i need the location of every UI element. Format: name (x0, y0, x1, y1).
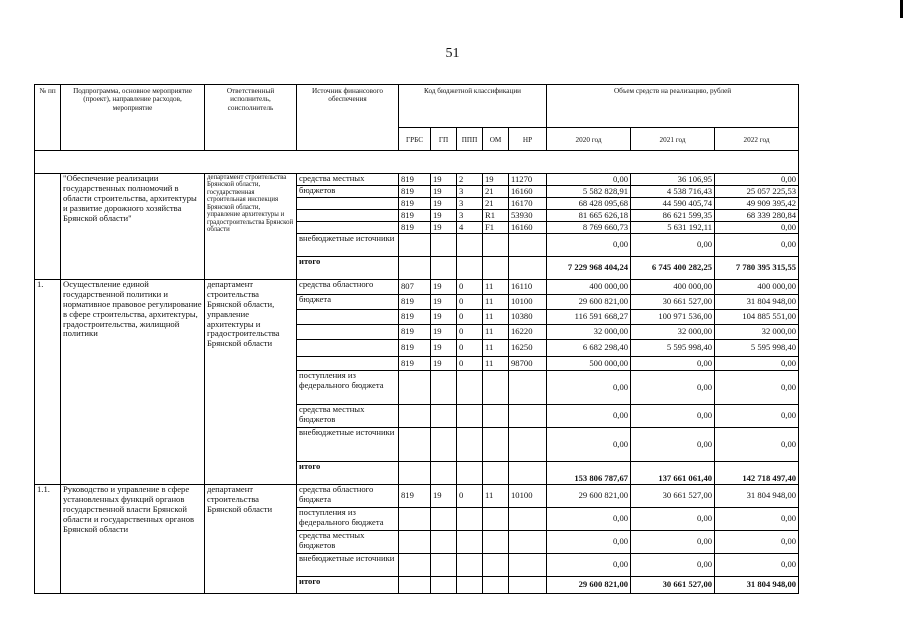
source-label: средства местных бюджетов (297, 531, 399, 554)
source-label (297, 357, 399, 371)
code-nr: 16110 (509, 280, 547, 295)
total-2020: 29 600 821,00 (547, 577, 631, 594)
responsible-text: департамент строительства Брянской области, управление архитектуры и градостроительства Брянской области (205, 280, 297, 485)
source-label: внебюджетные источники (297, 234, 399, 257)
responsible-text: департамент строительства Брянской области, государственная строительная инспекция Брянской области, управление архитектуры и градостроительства Брянской области (205, 174, 297, 280)
total-2022: 31 804 948,00 (715, 577, 799, 594)
code-grbs: 819 (399, 210, 431, 222)
code-nr: 53930 (509, 210, 547, 222)
total-2022: 142 718 497,40 (715, 462, 799, 485)
header-num: № пп (35, 85, 61, 151)
source-label: поступления из федерального бюджета (297, 508, 399, 531)
source-label: поступления из федерального бюджета (297, 371, 399, 405)
value-2020: 8 769 660,73 (547, 222, 631, 234)
source-label (297, 198, 399, 210)
source-label: бюджета (297, 295, 399, 310)
code-nr: 16250 (509, 340, 547, 357)
value-2021: 0,00 (631, 357, 715, 371)
table-row (35, 485, 799, 508)
source-label (297, 222, 399, 234)
code-ppp: 3 (457, 210, 483, 222)
code-gp: 19 (431, 174, 457, 186)
value-2022: 25 057 225,53 (715, 186, 799, 198)
page-number: 51 (445, 46, 460, 61)
code-grbs: 819 (399, 340, 431, 357)
table-row (35, 174, 799, 186)
code-om: 19 (483, 174, 509, 186)
header-gp: ГП (431, 128, 457, 151)
code-nr: 10100 (509, 295, 547, 310)
code-nr: 16170 (509, 198, 547, 210)
value-2020: 0,00 (547, 371, 631, 405)
source-label: средства местных (297, 174, 399, 186)
value-2022: 68 339 280,84 (715, 210, 799, 222)
code-gp: 19 (431, 340, 457, 357)
budget-table (34, 84, 799, 594)
code-ppp: 0 (457, 340, 483, 357)
value-2021: 36 106,95 (631, 174, 715, 186)
value-2020: 29 600 821,00 (547, 295, 631, 310)
code-gp: 19 (431, 222, 457, 234)
value-2021: 30 661 527,00 (631, 485, 715, 508)
code-nr: 10100 (509, 485, 547, 508)
header-year-2022: 2022 год (715, 128, 799, 151)
source-label (297, 325, 399, 340)
code-grbs: 819 (399, 295, 431, 310)
header-volume: Объем средств на реализацию, рублей (547, 85, 799, 128)
value-2021: 44 590 405,74 (631, 198, 715, 210)
total-2020: 7 229 968 404,24 (547, 257, 631, 280)
code-ppp: 2 (457, 174, 483, 186)
code-ppp: 0 (457, 325, 483, 340)
value-2021: 0,00 (631, 428, 715, 462)
value-2021: 30 661 527,00 (631, 295, 715, 310)
row-num (35, 174, 61, 280)
code-om: 11 (483, 310, 509, 325)
header-year-2020: 2020 год (547, 128, 631, 151)
value-2020: 5 582 828,91 (547, 186, 631, 198)
code-om: 11 (483, 357, 509, 371)
row-num: 1. (35, 280, 61, 485)
value-2021: 0,00 (631, 371, 715, 405)
value-2020: 81 665 626,18 (547, 210, 631, 222)
header-responsible: Ответственный исполнитель, соисполнитель (205, 85, 297, 151)
code-gp: 19 (431, 325, 457, 340)
value-2022: 0,00 (715, 428, 799, 462)
code-ppp: 0 (457, 280, 483, 295)
page-edge-mark (900, 0, 903, 18)
code-om: 21 (483, 198, 509, 210)
program-name: Осуществление единой государственной политики и нормативное правовое регулирование в сфере строительства, архитектуры, градостроительства, жилищной политики (61, 280, 205, 485)
total-2022: 7 780 395 315,55 (715, 257, 799, 280)
code-grbs: 819 (399, 198, 431, 210)
code-om: 11 (483, 295, 509, 310)
code-gp: 19 (431, 295, 457, 310)
value-2022: 32 000,00 (715, 325, 799, 340)
source-label (297, 310, 399, 325)
source-label (297, 340, 399, 357)
table-row (35, 280, 799, 295)
total-label: итого (297, 257, 399, 280)
code-ppp: 3 (457, 198, 483, 210)
value-2020: 29 600 821,00 (547, 485, 631, 508)
header-program: Подпрограмма, основное мероприятие (проект), направление расходов, мероприятие (61, 85, 205, 151)
value-2022: 31 804 948,00 (715, 485, 799, 508)
code-nr: 11270 (509, 174, 547, 186)
value-2022: 104 885 551,00 (715, 310, 799, 325)
code-om: 21 (483, 186, 509, 198)
value-2022: 0,00 (715, 405, 799, 428)
value-2022: 400 000,00 (715, 280, 799, 295)
code-gp: 19 (431, 280, 457, 295)
source-label: средства областного бюджета (297, 485, 399, 508)
header-ppp: ППП (457, 128, 483, 151)
value-2022: 0,00 (715, 508, 799, 531)
code-nr: 16220 (509, 325, 547, 340)
code-grbs: 819 (399, 174, 431, 186)
value-2021: 5 631 192,11 (631, 222, 715, 234)
source-label: внебюджетные источники (297, 428, 399, 462)
code-om: F1 (483, 222, 509, 234)
value-2022: 0,00 (715, 174, 799, 186)
source-label: бюджетов (297, 186, 399, 198)
value-2022: 0,00 (715, 554, 799, 577)
code-om: R1 (483, 210, 509, 222)
value-2021: 5 595 998,40 (631, 340, 715, 357)
value-2022: 0,00 (715, 357, 799, 371)
code-ppp: 0 (457, 310, 483, 325)
code-ppp: 0 (457, 295, 483, 310)
code-om: 11 (483, 325, 509, 340)
code-gp: 19 (431, 198, 457, 210)
code-nr: 10380 (509, 310, 547, 325)
value-2020: 0,00 (547, 554, 631, 577)
code-ppp: 0 (457, 485, 483, 508)
header-om: ОМ (483, 128, 509, 151)
code-ppp: 4 (457, 222, 483, 234)
code-grbs: 819 (399, 310, 431, 325)
code-gp: 19 (431, 485, 457, 508)
code-om: 11 (483, 485, 509, 508)
value-2020: 6 682 298,40 (547, 340, 631, 357)
header-grbs: ГРБС (399, 128, 431, 151)
code-gp: 19 (431, 186, 457, 198)
program-name: Руководство и управление в сфере установленных функций органов государственной власти Брянской области и государственных органов Брянской области (61, 485, 205, 594)
total-2021: 6 745 400 282,25 (631, 257, 715, 280)
code-grbs: 819 (399, 357, 431, 371)
value-2021: 0,00 (631, 531, 715, 554)
value-2021: 100 971 536,00 (631, 310, 715, 325)
code-gp: 19 (431, 210, 457, 222)
value-2021: 86 621 599,35 (631, 210, 715, 222)
value-2022: 0,00 (715, 371, 799, 405)
code-nr: 16160 (509, 186, 547, 198)
code-nr: 98700 (509, 357, 547, 371)
value-2021: 4 538 716,43 (631, 186, 715, 198)
value-2021: 0,00 (631, 508, 715, 531)
code-nr: 16160 (509, 222, 547, 234)
source-label: внебюджетные источники (297, 554, 399, 577)
value-2020: 0,00 (547, 405, 631, 428)
row-num: 1.1. (35, 485, 61, 594)
value-2020: 32 000,00 (547, 325, 631, 340)
code-grbs: 807 (399, 280, 431, 295)
total-label: итого (297, 577, 399, 594)
total-2021: 137 661 061,40 (631, 462, 715, 485)
value-2020: 0,00 (547, 428, 631, 462)
header-nr: НР (509, 128, 547, 151)
value-2022: 0,00 (715, 531, 799, 554)
value-2021: 0,00 (631, 234, 715, 257)
value-2020: 68 428 095,68 (547, 198, 631, 210)
value-2021: 0,00 (631, 405, 715, 428)
code-gp: 19 (431, 310, 457, 325)
value-2020: 400 000,00 (547, 280, 631, 295)
value-2022: 5 595 998,40 (715, 340, 799, 357)
value-2021: 32 000,00 (631, 325, 715, 340)
value-2020: 0,00 (547, 174, 631, 186)
value-2022: 31 804 948,00 (715, 295, 799, 310)
code-grbs: 819 (399, 485, 431, 508)
header-code: Код бюджетной классификации (399, 85, 547, 128)
total-label: итого (297, 462, 399, 485)
value-2021: 400 000,00 (631, 280, 715, 295)
source-label: средства местных бюджетов (297, 405, 399, 428)
code-gp: 19 (431, 357, 457, 371)
code-ppp: 0 (457, 357, 483, 371)
value-2022: 0,00 (715, 222, 799, 234)
value-2022: 49 909 395,42 (715, 198, 799, 210)
source-label (297, 210, 399, 222)
value-2020: 0,00 (547, 508, 631, 531)
header-source: Источник финансового обеспечения (297, 85, 399, 151)
value-2021: 0,00 (631, 554, 715, 577)
code-grbs: 819 (399, 325, 431, 340)
value-2022: 0,00 (715, 234, 799, 257)
program-name: "Обеспечение реализации государственных полномочий в области строительства, архитектуры и развитие дорожного хозяйства Брянской области" (61, 174, 205, 280)
code-grbs: 819 (399, 186, 431, 198)
value-2020: 0,00 (547, 234, 631, 257)
code-grbs: 819 (399, 222, 431, 234)
source-label: средства областного (297, 280, 399, 295)
header-year-2021: 2021 год (631, 128, 715, 151)
code-ppp: 3 (457, 186, 483, 198)
value-2020: 0,00 (547, 531, 631, 554)
total-2021: 30 661 527,00 (631, 577, 715, 594)
code-om: 11 (483, 280, 509, 295)
value-2020: 500 000,00 (547, 357, 631, 371)
responsible-text: департамент строительства Брянской области (205, 485, 297, 594)
total-2020: 153 806 787,67 (547, 462, 631, 485)
code-om: 11 (483, 340, 509, 357)
value-2020: 116 591 668,27 (547, 310, 631, 325)
